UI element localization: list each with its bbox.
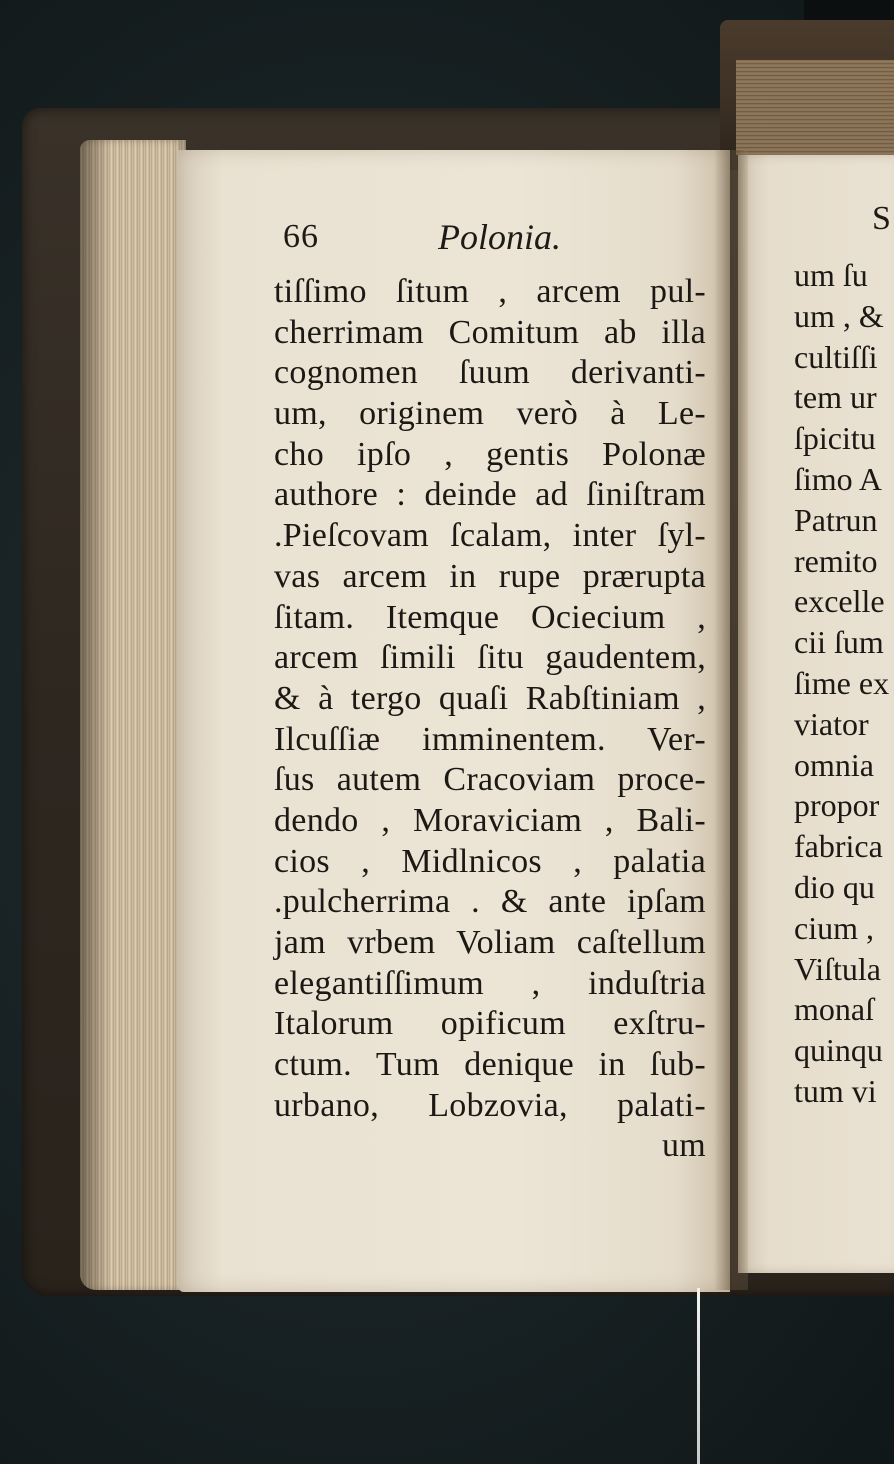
catchword: um [661,1127,706,1165]
text-line: excelle [794,583,885,620]
text-line: arcem ſimili ſitu gaudentem, [274,639,706,677]
page-number: 66 [283,218,319,255]
white-thread [697,1288,700,1464]
text-line: ctum. Tum denique in ſub- [274,1046,706,1084]
text-line: cium , [794,909,874,946]
text-line: authore : deinde ad ſiniſtram [274,476,706,514]
text-line: ſus autem Cracoviam proce- [274,761,706,799]
text-line: ſime ex [794,664,890,701]
left-page-text [274,272,706,1167]
text-line: dio qu [794,868,875,905]
text-line: cho ipſo , gentis Polonæ [274,435,706,473]
text-line: tem ur [794,379,877,416]
text-line: cios , Midlnicos , palatia [274,842,706,880]
text-line: tum vi [794,1072,877,1109]
book-gutter [714,150,748,1290]
text-line: cultiſſi [794,338,878,375]
text-line: cii ſum [794,624,884,661]
text-line: vas arcem in rupe prærupta [274,557,706,595]
text-line: omnia [794,746,874,783]
page-edges-top-right [736,60,894,155]
text-line: propor [794,787,880,824]
text-line: Ilcuſſiæ imminentem. Ver- [274,720,706,758]
text-line: tiſſimo ſitum , arcem pul- [274,273,706,310]
text-line: Patrun [794,501,878,538]
text-line: remito [794,542,878,579]
text-line: Viſtula [794,950,881,987]
text-line: monaſ [794,991,874,1028]
text-line: cognomen ſuum derivanti- [274,354,706,392]
page-edges-shadow [80,140,110,1290]
text-line: um , & [794,297,884,334]
text-line: Italorum opificum exſtru- [274,1005,706,1043]
text-line: ſpicitu [794,420,876,457]
text-line: um ſu [794,257,868,293]
right-page-text [794,255,894,1112]
text-line: jam vrbem Voliam caſtellum [274,924,706,961]
running-title: Polonia. [438,217,561,257]
text-line: viator [794,705,869,742]
text-line: & à tergo quaſi Rabſtiniam , [274,679,706,717]
right-page-header: S [872,200,891,237]
text-line: elegantiſſimum , induſtria [274,964,706,1002]
text-line: cherrimam Comitum ab illa [274,313,706,351]
text-line: .pulcherrima . & ante ipſam [274,883,706,921]
text-line: quinqu [794,1032,883,1069]
text-line: dendo , Moraviciam , Bali- [274,801,706,839]
text-line: urbano, Lobzovia, palati- [274,1086,706,1124]
text-line: ſitam. Itemque Ociecium , [274,598,706,636]
text-line: um, originem verò à Le- [274,395,706,433]
text-line: .Pieſcovam ſcalam, inter ſyl- [274,517,706,555]
text-line: fabrica [794,828,883,865]
text-line: ſimo A [794,460,883,497]
